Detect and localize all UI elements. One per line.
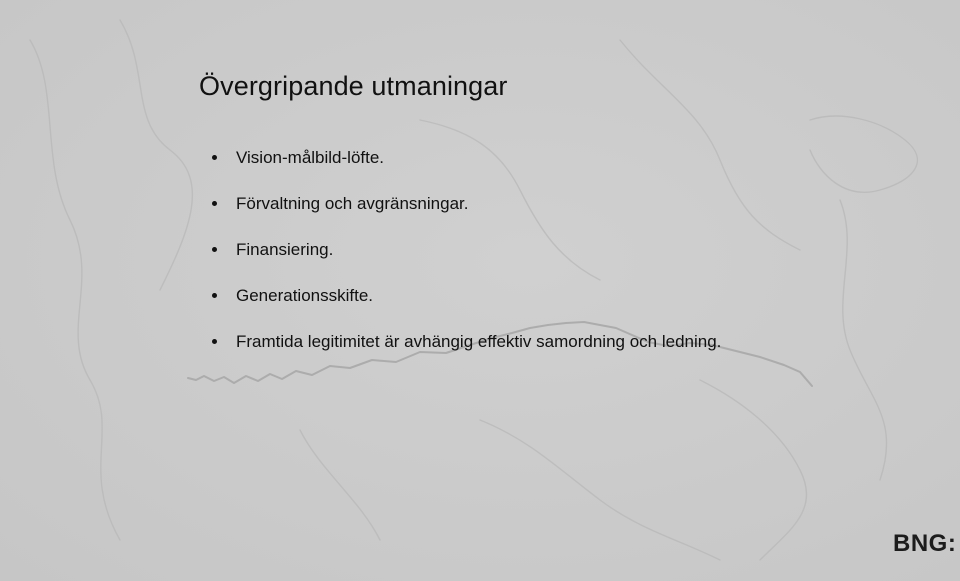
bullet-dot-icon xyxy=(212,339,217,344)
bullet-item xyxy=(210,330,730,353)
bullet-text: Framtida legitimitet är avhängig effektiv samordning och ledning. xyxy=(236,332,722,351)
bullet-list xyxy=(210,146,730,376)
bullet-item xyxy=(210,238,730,261)
bullet-dot-icon xyxy=(212,247,217,252)
bng-logo: BNG: xyxy=(893,530,957,557)
bullet-item xyxy=(210,146,730,169)
bullet-text: Generationsskifte. xyxy=(236,286,374,305)
bullet-dot-icon xyxy=(212,201,217,206)
bullet-item xyxy=(210,284,730,307)
bullet-text: Finansiering. xyxy=(236,240,334,259)
slide-title: Övergripande utmaningar xyxy=(199,71,508,101)
bullet-dot-icon xyxy=(212,155,217,160)
bullet-text: Vision-målbild-löfte. xyxy=(236,148,385,167)
bullet-item xyxy=(210,192,730,215)
bullet-text: Förvaltning och avgränsningar. xyxy=(236,194,469,213)
bullet-dot-icon xyxy=(212,293,217,298)
